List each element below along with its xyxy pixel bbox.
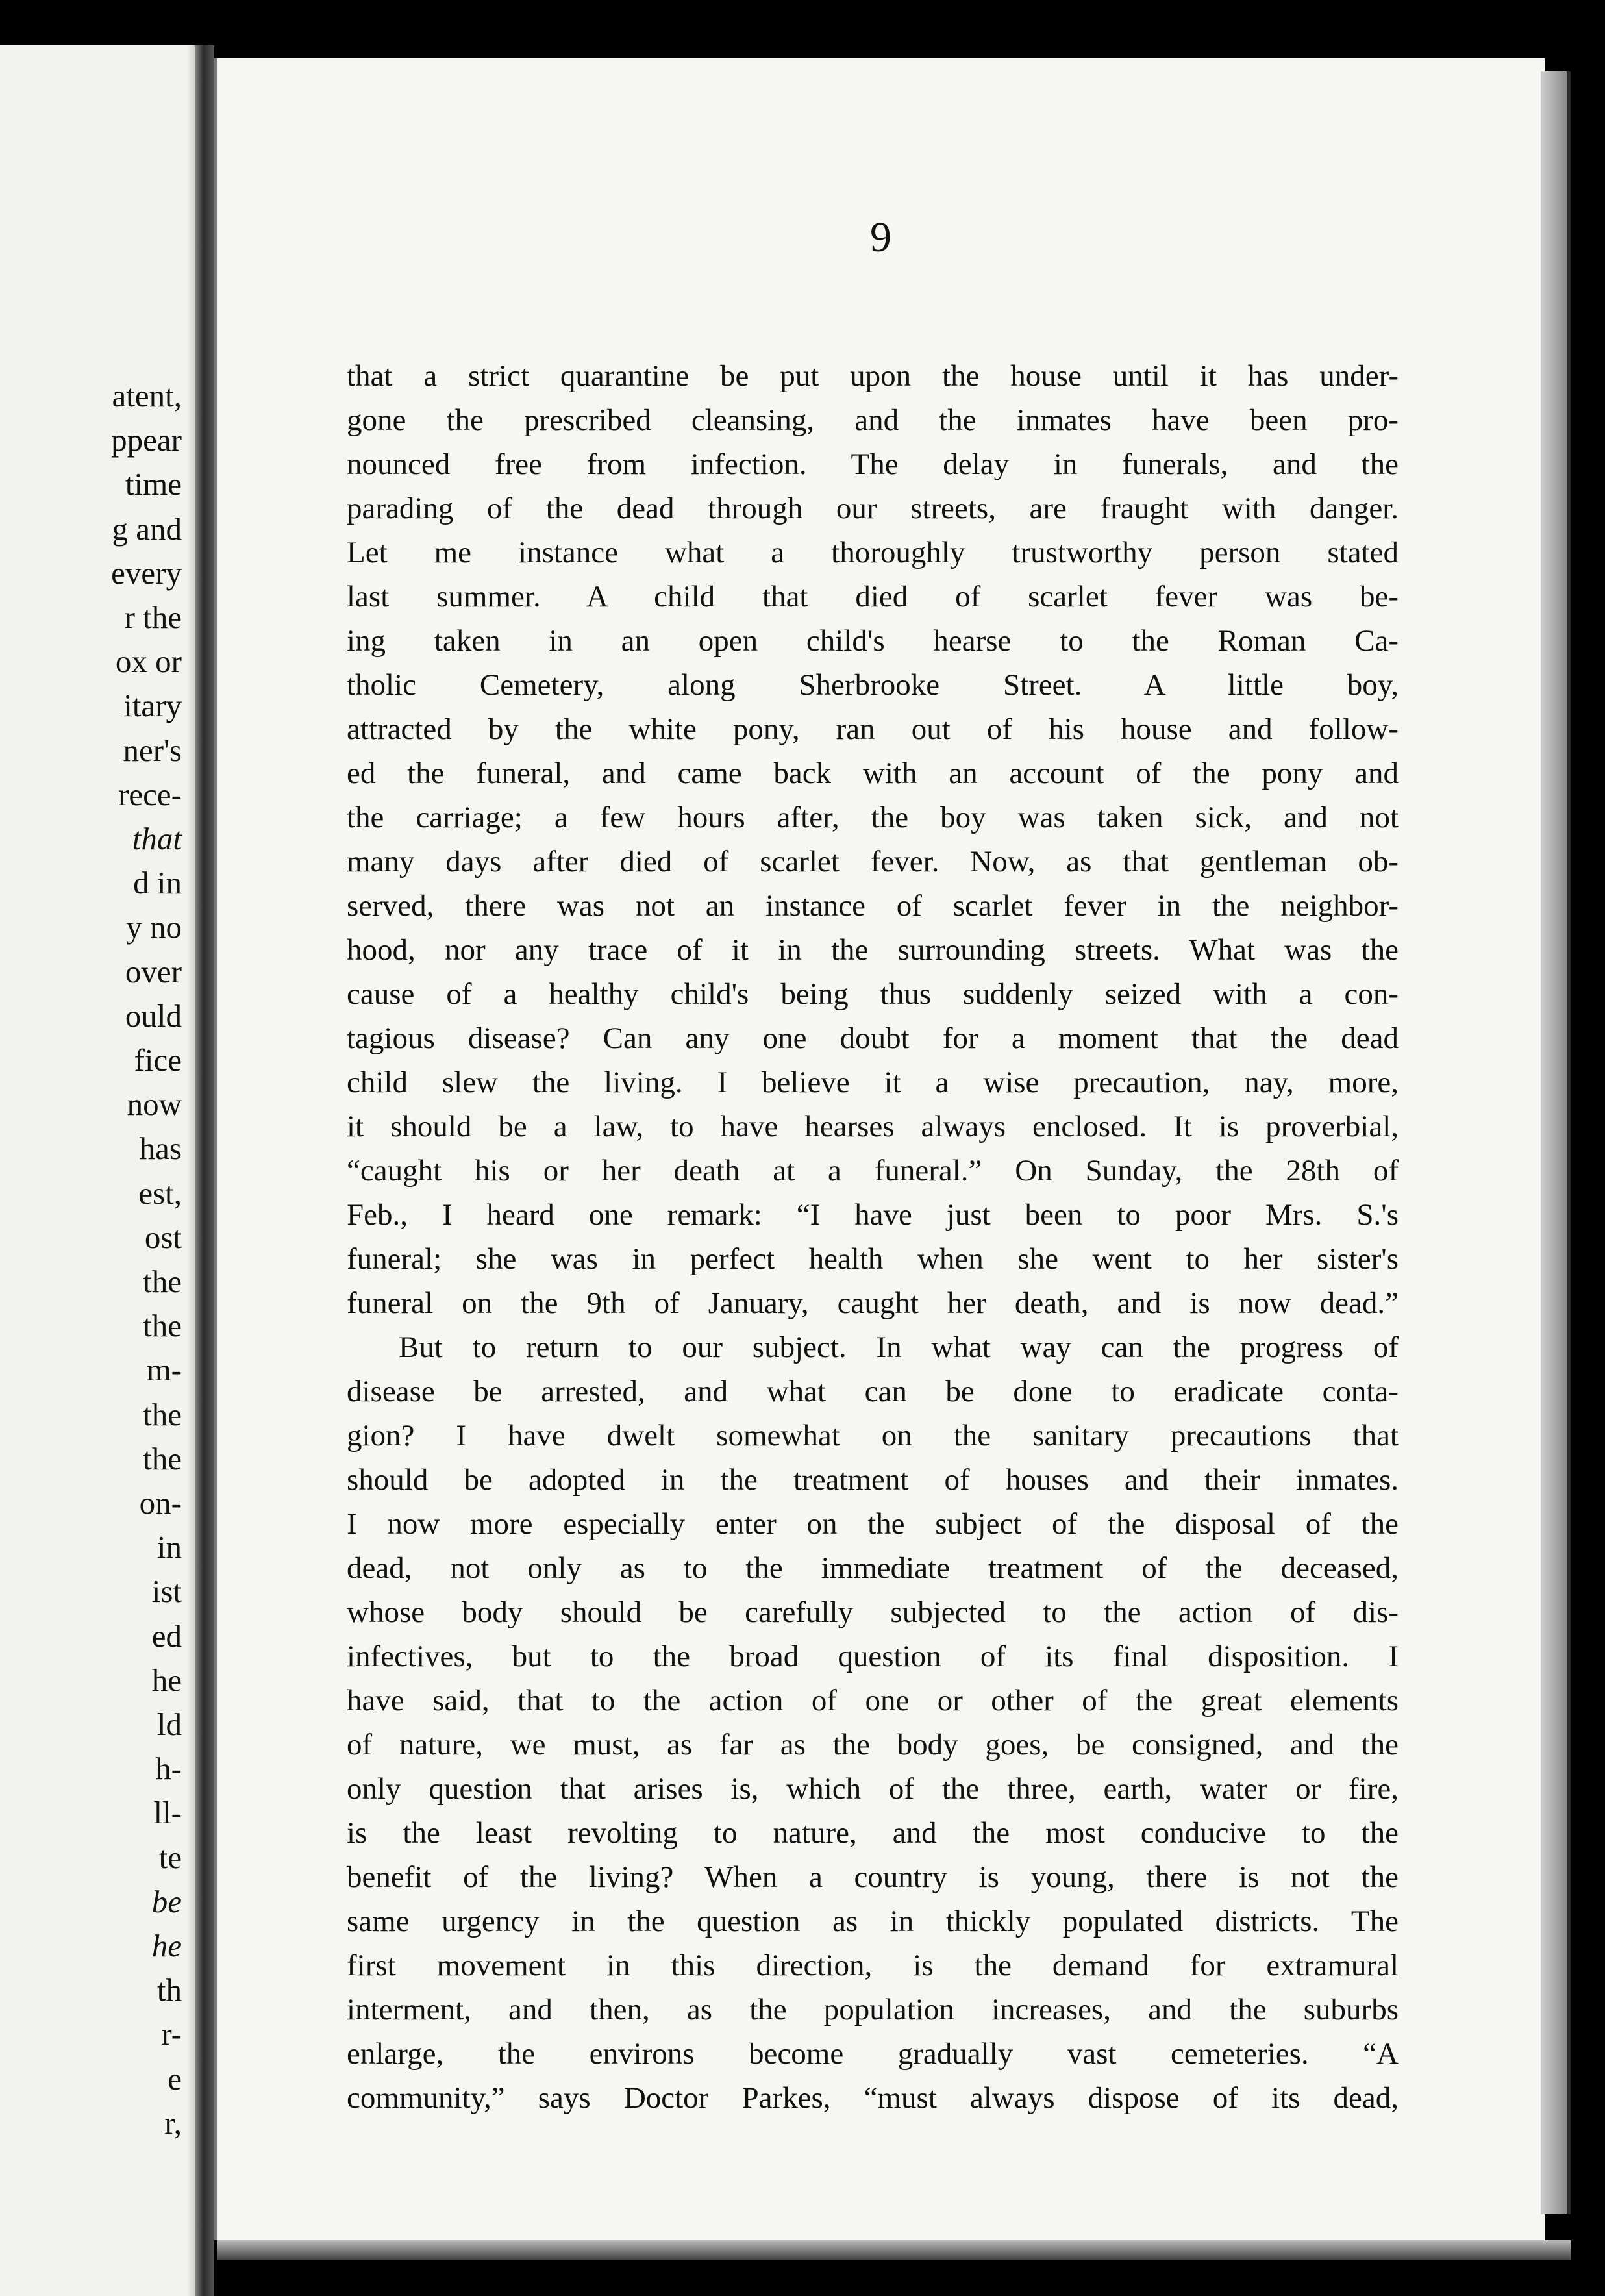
text-line: ed the funeral, and came back with an account of the pony and: [347, 756, 1399, 790]
text-line: tagious disease? Can any one doubt for a moment that the dead: [347, 1021, 1399, 1055]
facing-page-line: r-: [161, 2016, 182, 2053]
facing-page-line: m-: [146, 1352, 182, 1388]
facing-page-line: y no: [126, 909, 182, 945]
text-line: it should be a law, to have hearses always enclosed. It is proverbial,: [347, 1110, 1399, 1143]
facing-page-line: r the: [124, 599, 182, 635]
text-line: tholic Cemetery, along Sherbrooke Street. A little boy,: [347, 668, 1399, 702]
facing-page-line: now: [127, 1086, 182, 1123]
text-line: benefit of the living? When a country is young, there is not the: [347, 1860, 1399, 1894]
facing-page-line: ner's: [123, 732, 182, 768]
text-line: enlarge, the environs become gradually vast cemeteries. “A: [347, 2037, 1399, 2071]
facing-page-line: e: [168, 2060, 182, 2097]
facing-page-line: has: [139, 1130, 182, 1167]
facing-page-line: ox or: [115, 643, 182, 680]
text-line: interment, and then, as the population increases, and the suburbs: [347, 1993, 1399, 2027]
facing-page-line: that: [132, 821, 182, 856]
facing-page-line: he: [151, 1928, 182, 1964]
text-line: whose body should be carefully subjected to the action of dis-: [347, 1595, 1399, 1629]
facing-page-line: over: [125, 953, 182, 990]
text-line: is the least revolting to nature, and the most conducive to the: [347, 1816, 1399, 1850]
body-text: [347, 354, 1399, 2120]
facing-page-line: the: [143, 1440, 182, 1477]
text-line: same urgency in the question as in thickly populated districts. The: [347, 1904, 1399, 1938]
facing-page-line: ed: [151, 1617, 182, 1654]
text-line: that a strict quarantine be put upon the house until it has under-: [347, 359, 1399, 393]
text-line: infectives, but to the broad question of its final disposition. I: [347, 1640, 1399, 1673]
facing-page-line: ould: [125, 997, 182, 1034]
text-line: of nature, we must, as far as the body goes, be consigned, and the: [347, 1728, 1399, 1762]
facing-page-line: ppear: [111, 422, 182, 458]
text-line: funeral on the 9th of January, caught her death, and is now dead.”: [347, 1286, 1399, 1320]
text-line: community,” says Doctor Parkes, “must always dispose of its dead,: [347, 2081, 1399, 2115]
text-line: attracted by the white pony, ran out of his house and follow-: [347, 712, 1399, 746]
page-edge-right: [1541, 71, 1571, 2214]
facing-page-line: ist: [151, 1573, 182, 1610]
text-line: parading of the dead through our streets, are fraught with danger.: [347, 492, 1399, 525]
text-line: should be adopted in the treatment of houses and their inmates.: [347, 1463, 1399, 1497]
text-line: have said, that to the action of one or other of the great elements: [347, 1684, 1399, 1717]
facing-page-line: th: [156, 1972, 182, 2008]
text-line: ing taken in an open child's hearse to the Roman Ca-: [347, 624, 1399, 658]
facing-page-line: te: [158, 1839, 182, 1875]
text-line: served, there was not an instance of scarlet fever in the neighbor-: [347, 889, 1399, 923]
text-line: Feb., I heard one remark: “I have just been to poor Mrs. S.'s: [347, 1198, 1399, 1232]
text-line: nounced free from infection. The delay in funerals, and the: [347, 447, 1399, 481]
text-line: Let me instance what a thoroughly trustworthy person stated: [347, 536, 1399, 569]
facing-page-line: in: [156, 1529, 182, 1566]
page-number: 9: [870, 214, 891, 261]
text-line: I now more especially enter on the subject of the disposal of the: [347, 1507, 1399, 1541]
text-line: last summer. A child that died of scarlet fever was be-: [347, 580, 1399, 614]
facing-page-line: every: [111, 555, 182, 591]
facing-page-line: the: [143, 1396, 182, 1432]
text-line: disease be arrested, and what can be done to eradicate conta-: [347, 1375, 1399, 1408]
text-line: gone the prescribed cleansing, and the inmates have been pro-: [347, 403, 1399, 437]
text-line: “caught his or her death at a funeral.” On Sunday, the 28th of: [347, 1154, 1399, 1188]
facing-page-line: the: [143, 1308, 182, 1344]
facing-page-line: fice: [134, 1042, 182, 1078]
facing-page-line: ld: [156, 1706, 182, 1742]
main-page: [214, 58, 1545, 2240]
facing-page-line: be: [151, 1883, 182, 1919]
facing-page-line: itary: [123, 688, 182, 724]
facing-page-line: est,: [138, 1175, 182, 1211]
facing-page-line: d in: [133, 865, 182, 901]
facing-page-line: ost: [144, 1219, 182, 1255]
text-line: But to return to our subject. In what way can the progress of: [399, 1330, 1399, 1364]
text-line: many days after died of scarlet fever. Now, as that gentleman ob-: [347, 845, 1399, 879]
text-line: child slew the living. I believe it a wise precaution, nay, more,: [347, 1066, 1399, 1099]
facing-page-line: r,: [164, 2104, 182, 2141]
text-line: hood, nor any trace of it in the surrounding streets. What was the: [347, 933, 1399, 967]
text-line: only question that arises is, which of the three, earth, water or fire,: [347, 1772, 1399, 1806]
facing-page-line: rece-: [118, 776, 182, 812]
book-spine: [195, 45, 214, 2296]
text-line: gion? I have dwelt somewhat on the sanitary precautions that: [347, 1419, 1399, 1453]
facing-page-line: atent,: [112, 378, 182, 414]
text-line: the carriage; a few hours after, the boy was taken sick, and not: [347, 801, 1399, 834]
facing-page-line: the: [143, 1264, 182, 1299]
facing-page-fragment: [0, 45, 206, 2296]
facing-page-line: h-: [155, 1751, 182, 1787]
text-line: cause of a healthy child's being thus suddenly seized with a con-: [347, 977, 1399, 1011]
text-line: first movement in this direction, is the demand for extramural: [347, 1949, 1399, 1982]
facing-page-line: g and: [112, 510, 182, 547]
page-edge-bottom: [217, 2240, 1571, 2260]
text-line: dead, not only as to the immediate treatment of the deceased,: [347, 1551, 1399, 1585]
facing-page-line: time: [125, 466, 182, 503]
facing-page-line: ll-: [153, 1795, 182, 1831]
text-line: funeral; she was in perfect health when she went to her sister's: [347, 1242, 1399, 1276]
facing-page-line: he: [151, 1662, 182, 1698]
facing-page-line: on-: [139, 1485, 182, 1521]
